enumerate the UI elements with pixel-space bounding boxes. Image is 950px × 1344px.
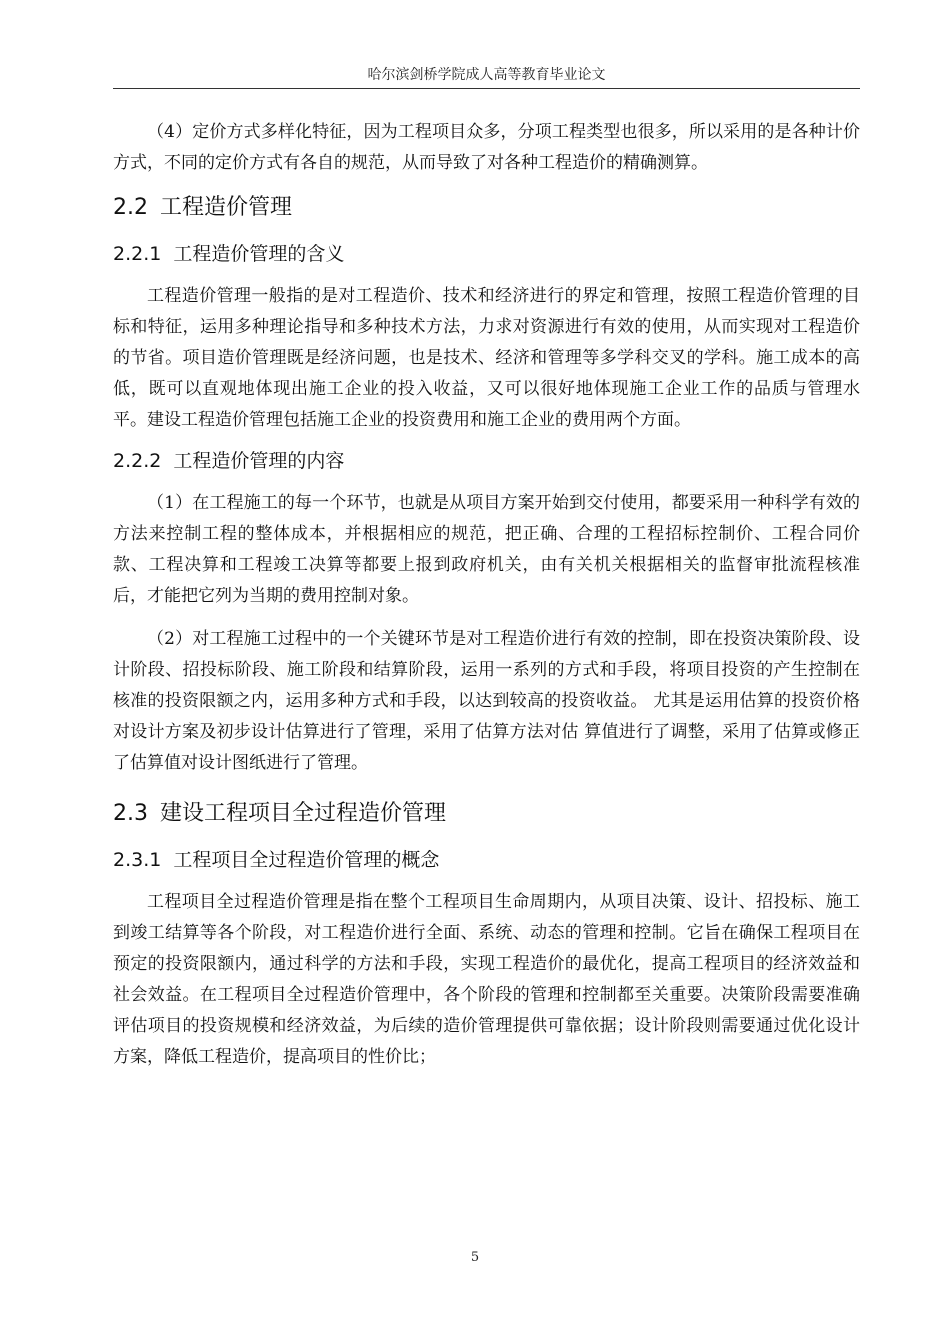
paragraph-whole-process-concept: 工程项目全过程造价管理是指在整个工程项目生命周期内，从项目决策、设计、招投标、施工到竣工结算等各个阶段，对工程造价进行全面、系统、动态的管理和控制。它旨在确保工程项目在预定的投资限额内，通过科学的方法和手段，实现工程造价的最优化，提高工程项目的经济效益和社会效益。在工程项目全过程造价管理中，各个阶段的管理和控制都至关重要。决策阶段需要准确评估项目的投资规模和经济效益，为后续的造价管理提供可靠依据；设计阶段则需要通过优化设计方案，降低工程造价，提高项目的性价比；: [113, 892, 860, 1067]
heading-number: 2.2: [113, 195, 148, 220]
paragraph-pricing-diversity: （4）定价方式多样化特征，因为工程项目众多，分项工程类型也很多，所以采用的是各种计价方式，不同的定价方式有各自的规范，从而导致了对各种工程造价的精确测算。: [113, 122, 860, 173]
heading-number: 2.2.1: [113, 243, 162, 265]
heading-text: 工程造价管理的内容: [173, 450, 345, 472]
paragraph-content-item-1: （1）在工程施工的每一个环节，也就是从项目方案开始到交付使用，都要采用一种科学有效的方法来控制工程的整体成本，并根据相应的规范，把正确、合理的工程招标控制价、工程合同价款、工程决算和工程竣工决算等都要上报到政府机关，由有关机关根据相关的监督审批流程核准后，才能把它列为当期的费用控制对象。: [113, 493, 860, 606]
heading-number: 2.2.2: [113, 450, 162, 472]
running-header: 哈尔滨剑桥学院成人高等教育毕业论文: [367, 67, 606, 83]
heading-2-3-1: [113, 845, 860, 875]
heading-number: 2.3.1: [113, 849, 162, 871]
header-rule: [113, 88, 860, 89]
heading-text: 工程项目全过程造价管理的概念: [173, 849, 440, 871]
heading-text: 工程造价管理的含义: [173, 243, 345, 265]
heading-text: 工程造价管理: [160, 195, 293, 220]
heading-number: 2.3: [113, 801, 148, 826]
page-number: 5: [470, 1250, 480, 1265]
page-body: [113, 117, 860, 1073]
heading-2-2: [113, 193, 860, 223]
paragraph-cost-management-meaning: 工程造价管理一般指的是对工程造价、技术和经济进行的界定和管理，按照工程造价管理的目标和特征，运用多种理论指导和多种技术方法，力求对资源进行有效的使用，从而实现对工程造价的节省。项目造价管理既是经济问题，也是技术、经济和管理等多学科交叉的学科。施工成本的高低，既可以直观地体现出施工企业的投入收益，又可以很好地体现施工企业工作的品质与管理水平。建设工程造价管理包括施工企业的投资费用和施工企业的费用两个方面。: [113, 286, 860, 430]
heading-2-2-1: [113, 239, 860, 269]
heading-2-2-2: [113, 446, 860, 476]
paragraph-content-item-2: （2）对工程施工过程中的一个关键环节是对工程造价进行有效的控制，即在投资决策阶段、设计阶段、招投标阶段、施工阶段和结算阶段，运用一系列的方式和手段，将项目投资的产生控制在核准的投资限额之内，运用多种方式和手段，以达到较高的投资收益。 尤其是运用估算的投资价格对设计方案及初步设计估算进行了管理，采用了估算方法对估 算值进行了调整，采用了估算或修正了估算值对设计图纸进行了管理。: [113, 629, 860, 773]
heading-2-3: [113, 799, 860, 829]
heading-text: 建设工程项目全过程造价管理: [160, 801, 447, 826]
